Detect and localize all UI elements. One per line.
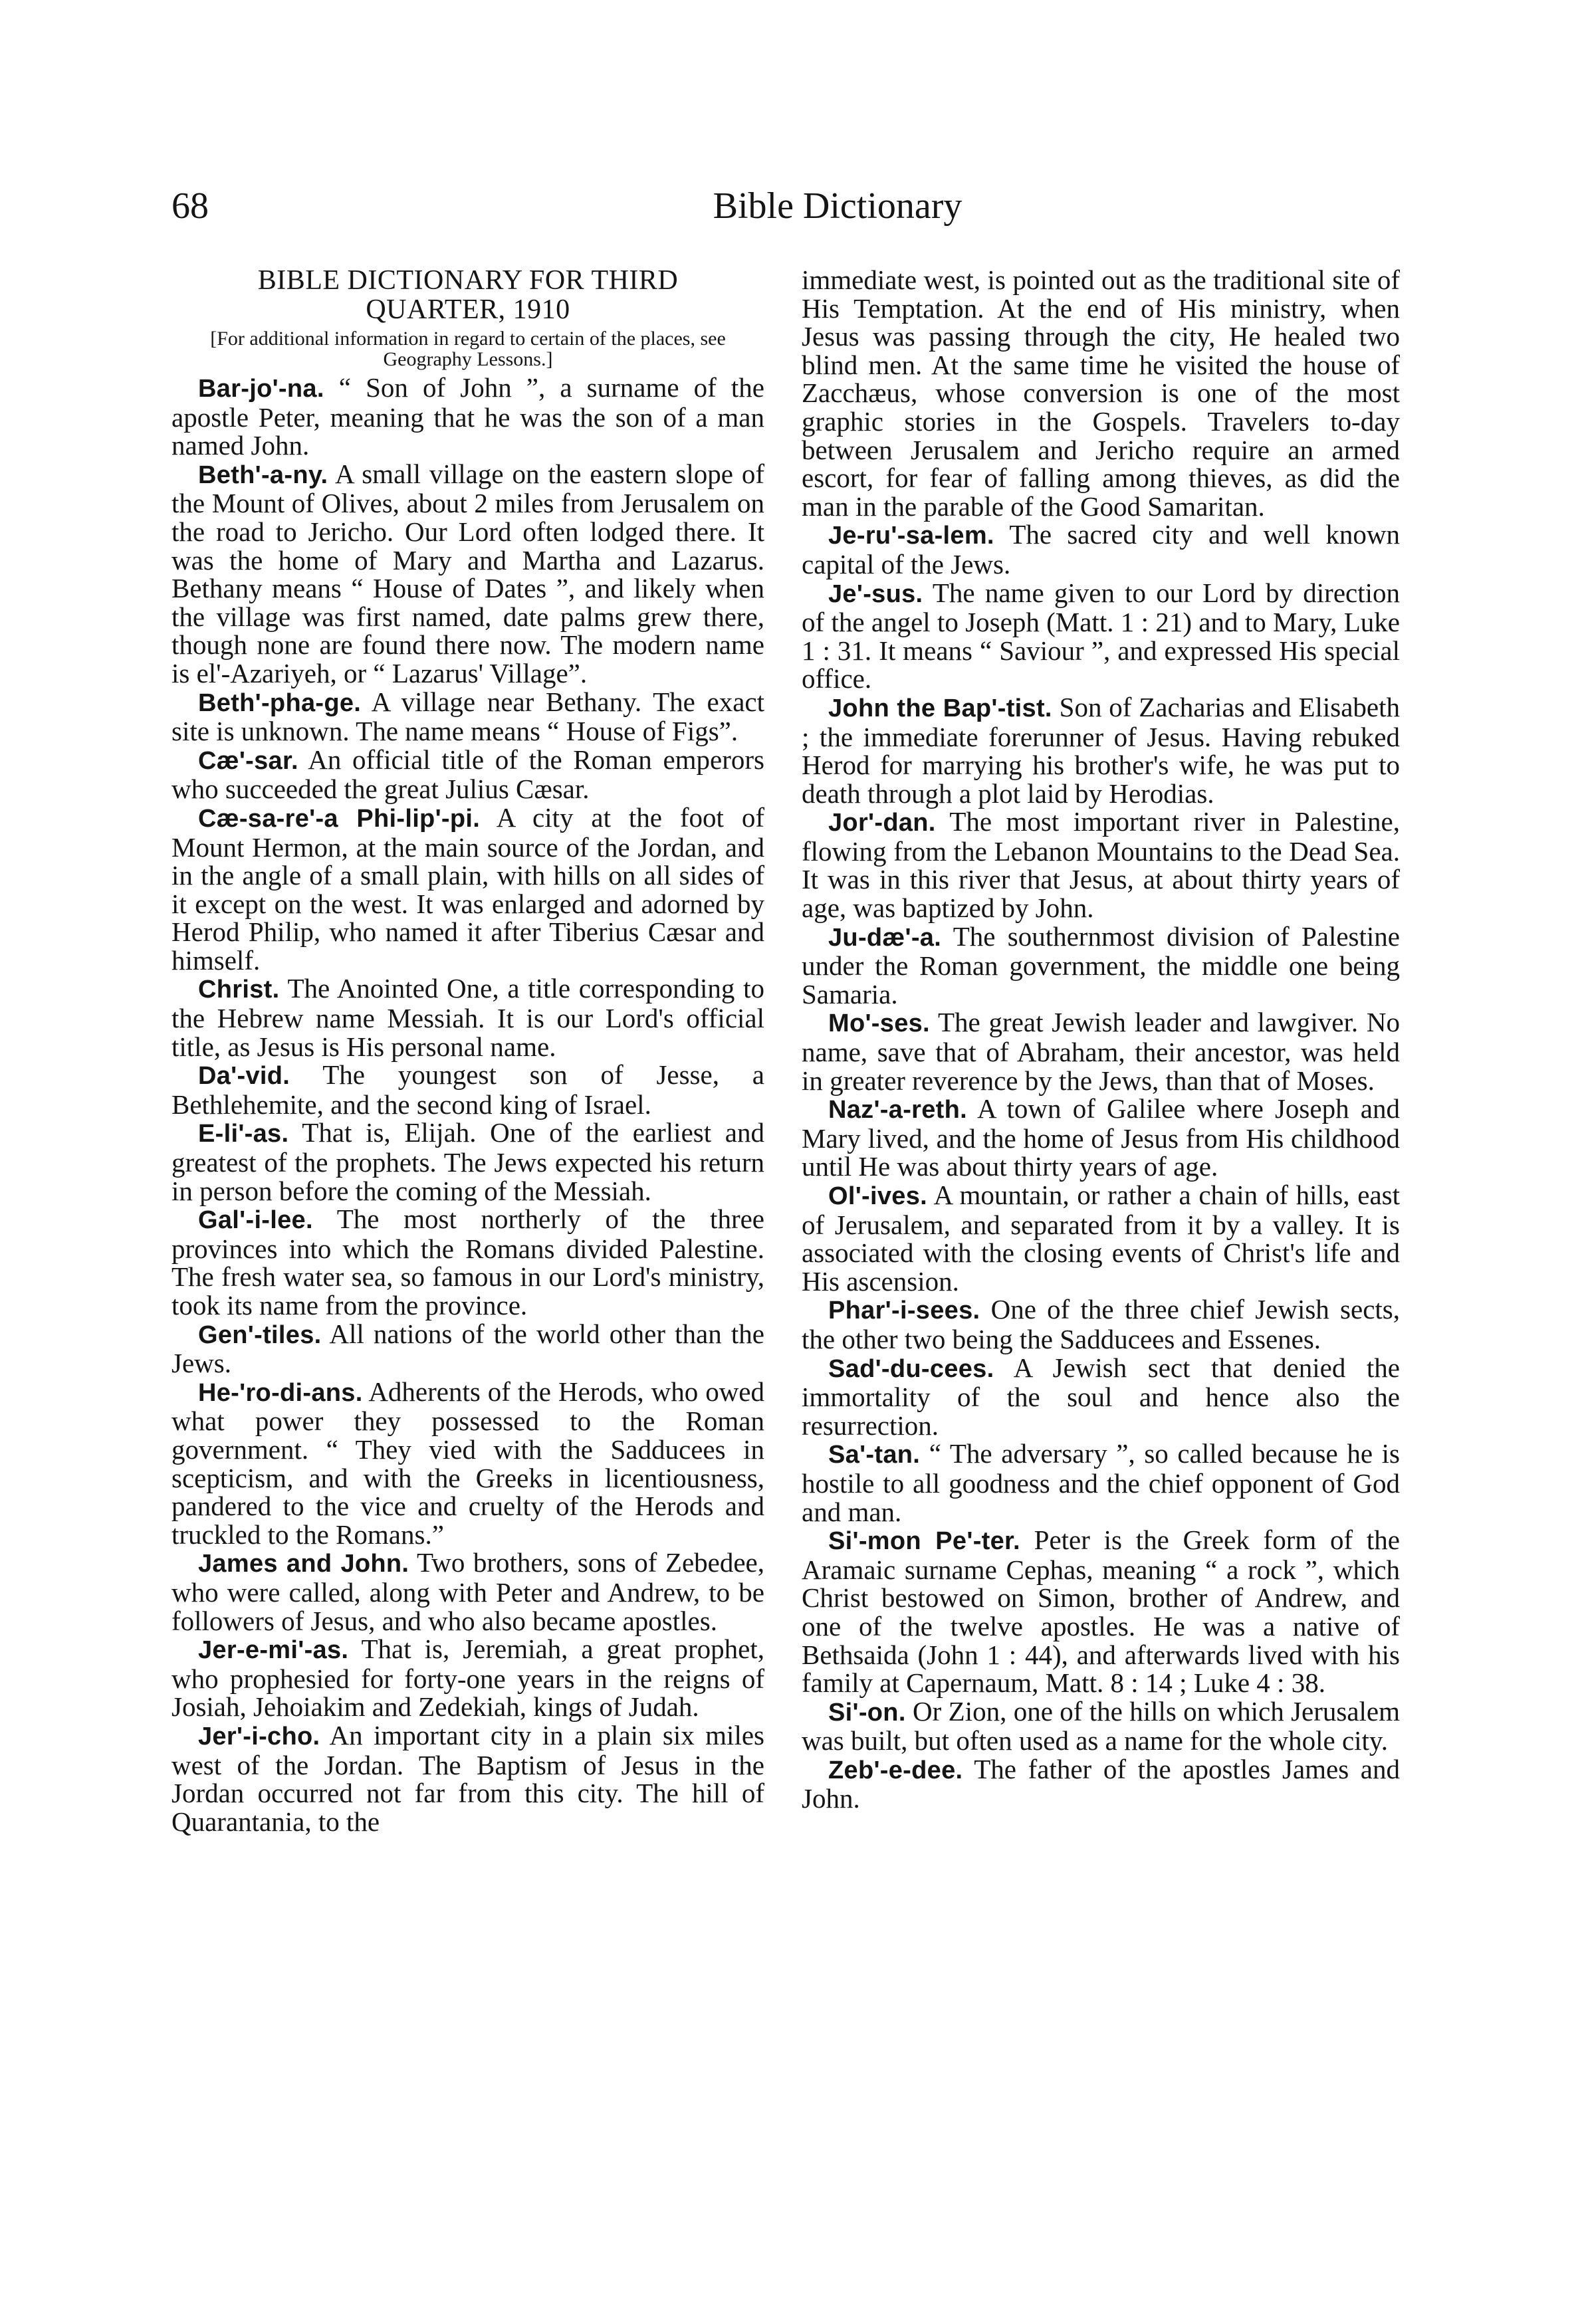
entry-headword: Bar-jo'-na. bbox=[198, 375, 324, 403]
entry-headword: James and John. bbox=[198, 1550, 409, 1578]
dictionary-entry bbox=[171, 1635, 764, 1721]
entry-definition: The great Jewish leader and lawgiver. No name, save that of Abraham, their ancestor, was held in greater reverence by the Jews, than that of Moses. bbox=[802, 1007, 1400, 1096]
running-title: Bible Dictionary bbox=[713, 185, 963, 227]
dictionary-entry bbox=[802, 1755, 1400, 1813]
right-entry-list bbox=[802, 520, 1400, 1813]
right-column bbox=[802, 266, 1400, 1813]
dictionary-entry bbox=[171, 803, 764, 975]
entry-headword: Da'-vid. bbox=[198, 1062, 290, 1091]
dictionary-entry bbox=[171, 460, 764, 688]
entry-definition: The youngest son of Jesse, a Bethlehemite, and the second king of Israel. bbox=[171, 1059, 764, 1120]
dictionary-entry bbox=[802, 520, 1400, 578]
dictionary-entry bbox=[171, 1205, 764, 1319]
entry-headword: Zeb'-e-dee. bbox=[828, 1756, 963, 1784]
entry-headword: Christ. bbox=[198, 976, 280, 1004]
entry-headword: Je'-sus. bbox=[828, 580, 923, 608]
dictionary-entry bbox=[802, 1697, 1400, 1755]
entry-definition: A village near Bethany. The exact site is unknown. The name means “ House of Figs”. bbox=[171, 686, 765, 747]
dictionary-entry bbox=[802, 1526, 1400, 1697]
entry-headword: Jer'-i-cho. bbox=[198, 1722, 320, 1750]
entry-definition: “ Son of John ”, a surname of the apostle Peter, meaning that he was the son of a man named John. bbox=[171, 372, 764, 461]
entry-headword: Si'-mon Pe'-ter. bbox=[828, 1527, 1020, 1556]
entry-definition: An official title of the Roman emperors who succeeded the great Julius Cæsar. bbox=[171, 744, 764, 805]
entry-definition: All nations of the world other than the Jews. bbox=[171, 1318, 764, 1379]
dictionary-entry bbox=[802, 922, 1400, 1009]
entry-definition: One of the three chief Jewish sects, the other two being the Sadducees and Essenes. bbox=[802, 1294, 1400, 1354]
dictionary-entry bbox=[802, 693, 1400, 807]
entry-definition: Peter is the Greek form of the Aramaic surname Cephas, meaning “ a rock ”, which Christ bestowed on Simon, brother of Andrew, and one of the twelve apostles. He was a native of Bethsaida (John 1 : 44), and afterwards lived with his family at Capernaum, Matt. 8 : 14 ; Luke 4 : 38. bbox=[802, 1525, 1401, 1699]
entry-headword: Gal'-i-lee. bbox=[198, 1206, 313, 1235]
entry-headword: Mo'-ses. bbox=[828, 1009, 930, 1038]
dictionary-entry bbox=[171, 688, 764, 746]
entry-definition: An important city in a plain six miles west of the Jordan. The Baptism of Jesus in the Jordan occurred not far from this city. The hill of Quarantania, to the bbox=[171, 1719, 764, 1837]
entry-definition: The sacred city and well known capital of the Jews. bbox=[802, 519, 1400, 580]
entry-definition: The southernmost division of Palestine under the Roman government, the middle one being Samaria. bbox=[802, 920, 1400, 1009]
entry-definition: That is, Jeremiah, a great prophet, who prophesied for forty-one years in the reigns of Josiah, Jehoiakim and Zedekiah, kings of Judah. bbox=[171, 1634, 764, 1723]
entry-headword: Sad'-du-cees. bbox=[828, 1354, 994, 1383]
entry-definition: “ The adversary ”, so called because he is hostile to all goodness and the chief opponent of God and man. bbox=[802, 1438, 1401, 1527]
dictionary-entry bbox=[171, 1548, 764, 1635]
entry-definition: A mountain, or rather a chain of hills, east of Jerusalem, and separated from it by a valley. It is associated with the closing events of Christ's life and His ascension. bbox=[802, 1180, 1400, 1297]
section-note: [For additional information in regard to certain of the places, see Geography Lessons.] bbox=[210, 328, 726, 370]
entry-definition: The name given to our Lord by direction of the angel to Joseph (Matt. 1 : 21) and to Mary, Luke 1 : 31. It means “ Saviour ”, and expressed His special office. bbox=[802, 577, 1400, 694]
dictionary-entry bbox=[171, 1118, 764, 1205]
dictionary-entry bbox=[171, 974, 764, 1061]
entry-definition: A Jewish sect that denied the immortality of the soul and hence also the resurrection. bbox=[802, 1352, 1400, 1441]
dictionary-entry bbox=[171, 1061, 764, 1118]
entry-headword: John the Bap'-tist. bbox=[828, 694, 1052, 722]
entry-headword: Cæ'-sar. bbox=[198, 746, 298, 775]
dictionary-entry bbox=[171, 1378, 764, 1549]
dictionary-entry bbox=[802, 1295, 1400, 1353]
entry-headword: Jer-e-mi'-as. bbox=[198, 1636, 349, 1665]
entry-definition: The most important river in Palestine, flowing from the Lebanon Mountains to the Dead Sea. It was in this river that Jesus, at about thirty years of age, was baptized by John. bbox=[802, 806, 1400, 924]
entry-definition: Or Zion, one of the hills on which Jerusalem was built, but often used as a name for the whole city. bbox=[802, 1695, 1401, 1756]
entry-headword: He-'ro-di-ans. bbox=[198, 1378, 363, 1407]
left-column bbox=[171, 266, 764, 1836]
entry-headword: Naz'-a-reth. bbox=[828, 1096, 968, 1124]
dictionary-entry bbox=[171, 1721, 764, 1836]
left-entry-list bbox=[171, 373, 764, 1836]
entry-definition: Adherents of the Herods, who owed what power they possessed to the Roman government. “ They vied with the Sadducees in scepticism, and with the Greeks in licentiousness, pandered to the vice and cruelty of the Herods and truckled to the Romans.” bbox=[171, 1376, 764, 1550]
dictionary-entry bbox=[802, 1439, 1400, 1526]
section-heading-line1: BIBLE DICTIONARY FOR THIRD bbox=[257, 265, 679, 296]
entry-definition: Two brothers, sons of Zebedee, who were called, along with Peter and Andrew, to be followers of Jesus, and who also became apostles. bbox=[171, 1547, 765, 1636]
dictionary-entry bbox=[802, 1008, 1400, 1095]
dictionary-entry bbox=[802, 579, 1400, 693]
entry-definition: The father of the apostles James and John. bbox=[802, 1753, 1400, 1814]
entry-headword: Phar'-i-sees. bbox=[828, 1297, 980, 1325]
entry-headword: Ol'-ives. bbox=[828, 1182, 928, 1210]
section-heading bbox=[171, 266, 764, 324]
dictionary-entry bbox=[802, 1181, 1400, 1295]
dictionary-entry bbox=[802, 1095, 1400, 1181]
section-heading-line2: QUARTER, 1910 bbox=[366, 294, 570, 325]
entry-headword: Beth'-a-ny. bbox=[198, 461, 328, 489]
dictionary-entry bbox=[802, 807, 1400, 922]
entry-headword: Jor'-dan. bbox=[828, 809, 936, 837]
entry-headword: Gen'-tiles. bbox=[198, 1320, 322, 1349]
entry-headword: Ju-dæ'-a. bbox=[828, 923, 942, 952]
entry-headword: E-li'-as. bbox=[198, 1120, 289, 1148]
entry-definition: A city at the foot of Mount Hermon, at the main source of the Jordan, and in the angle of a small plain, with hills on all sides of it except on the west. It was enlarged and adorned by Herod Philip, who named it after Tiberius Cæsar and himself. bbox=[171, 801, 764, 976]
entry-headword: Cæ-sa-re'-a Phi-lip'-pi. bbox=[198, 804, 481, 833]
page-number: 68 bbox=[171, 185, 209, 227]
entry-headword: Beth'-pha-ge. bbox=[198, 688, 362, 717]
entry-headword: Si'-on. bbox=[828, 1698, 906, 1727]
entry-definition: A small village on the eastern slope of the Mount of Olives, about 2 miles from Jerusalem on the road to Jericho. Our Lord often lodged there. It was the home of Mary and Martha and Lazarus. Bethany means “ House of Dates ”, and likely when the village was first named, date palms grew there, though none are found there now. The modern name is el'-Azariyeh, or “ Lazarus' Village”. bbox=[171, 458, 764, 688]
entry-definition: Son of Zacharias and Elisabeth ; the immediate forerunner of Jesus. Having rebuked Herod for marrying his brother's wife, he was put to death through a plot laid by Herodias. bbox=[802, 691, 1401, 809]
entry-definition: The most northerly of the three provinces into which the Romans divided Palestine. The fresh water sea, so famous in our Lord's ministry, took its name from the province. bbox=[171, 1204, 764, 1320]
entry-definition: The Anointed One, a title corresponding to the Hebrew name Messiah. It is our Lord's official title, as Jesus is His personal name. bbox=[171, 973, 764, 1062]
dictionary-entry bbox=[171, 1320, 764, 1378]
dictionary-entry bbox=[171, 373, 764, 460]
dictionary-entry bbox=[171, 746, 764, 803]
entry-definition: That is, Elijah. One of the earliest and greatest of the prophets. The Jews expected his return in person before the coming of the Messiah. bbox=[171, 1117, 764, 1206]
entry-headword: Je-ru'-sa-lem. bbox=[828, 522, 994, 550]
entry-definition: A town of Galilee where Joseph and Mary lived, and the home of Jesus from His childhood until He was about thirty years of age. bbox=[802, 1093, 1400, 1182]
jericho-entry-continuation: immediate west, is pointed out as the traditional site of His Temptation. At the end of His ministry, when Jesus was passing through the city, He healed two blind men. At the same time he visited the house of Zacchæus, whose conversion is one of the most graphic stories in the Gospels. Travelers to-day between Jerusalem and Jericho require an armed escort, for fear of falling among thieves, as did the man in the parable of the Good Samaritan. bbox=[802, 264, 1400, 522]
entry-headword: Sa'-tan. bbox=[828, 1441, 921, 1469]
dictionary-entry bbox=[802, 1354, 1400, 1440]
